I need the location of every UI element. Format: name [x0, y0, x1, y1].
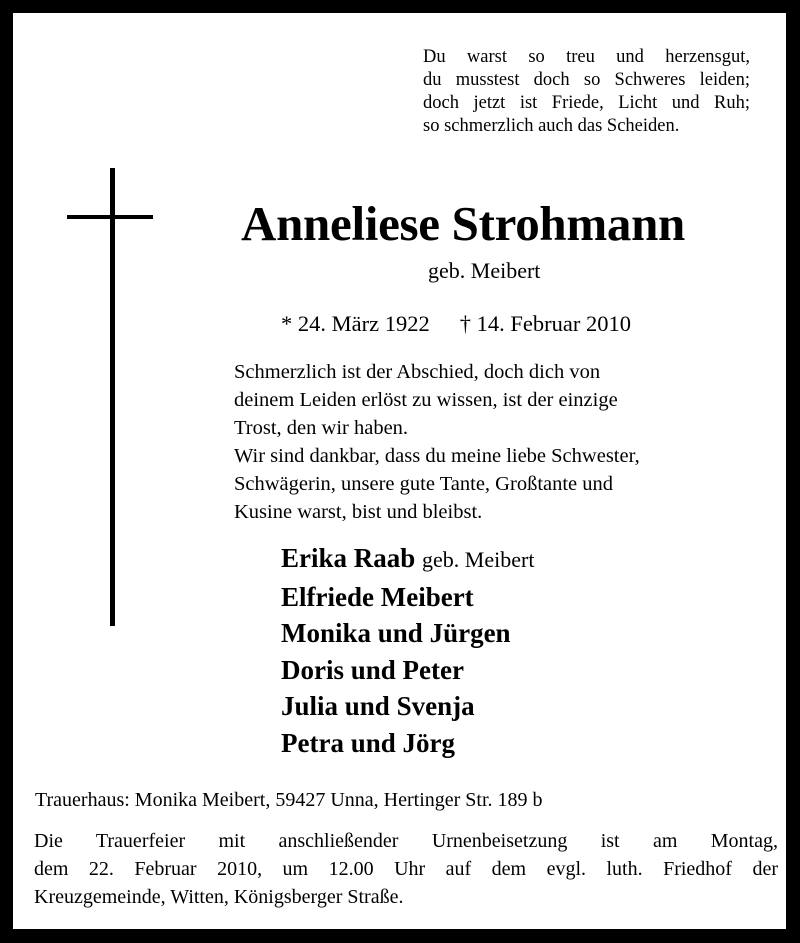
mourner-name: Petra und Jörg — [281, 727, 455, 758]
mourner — [281, 652, 534, 689]
mourner — [281, 579, 534, 616]
poem — [423, 46, 750, 138]
house-of-mourning: Trauerhaus: Monika Meibert, 59427 Unna, Hertinger Str. 189 b — [35, 789, 543, 811]
mourner-note: geb. Meibert — [422, 547, 535, 572]
poem-line: du musstest doch so Schweres leiden; — [423, 70, 750, 90]
deceased-name: Anneliese Strohmann — [241, 196, 685, 251]
message-line: Kusine warst, bist und bleibst. — [234, 501, 483, 523]
poem-line: Du warst so treu und herzensgut, — [423, 47, 750, 67]
death-date: † 14. Februar 2010 — [459, 311, 631, 336]
mourner — [281, 725, 534, 762]
cross-vertical-bar — [110, 168, 115, 626]
birth-date: * 24. März 1922 — [281, 311, 430, 336]
message-line: Schwägerin, unsere gute Tante, Großtante und — [234, 473, 614, 495]
cross-horizontal-bar — [67, 215, 153, 219]
life-dates — [281, 310, 631, 338]
obituary-notice — [13, 13, 786, 929]
message-line: Trost, den wir haben. — [234, 417, 409, 439]
funeral-details — [34, 827, 778, 911]
message-line: deinem Leiden erlöst zu wissen, ist der einzige — [234, 389, 618, 411]
mourner-name: Elfriede Meibert — [281, 581, 474, 612]
mourner-name: Julia und Svenja — [281, 691, 475, 721]
farewell-message — [234, 358, 640, 526]
mourner — [281, 688, 534, 725]
poem-line: doch jetzt ist Friede, Licht und Ruh; — [423, 93, 750, 113]
funeral-line: Die Trauerfeier mit anschließender Urnenbeisetzung ist am Montag, — [34, 830, 778, 852]
maiden-name: geb. Meibert — [428, 258, 541, 283]
mourner-name: Erika Raab — [281, 543, 416, 573]
mourners-list — [281, 540, 534, 761]
message-line: Wir sind dankbar, dass du meine liebe Schwester, — [234, 445, 640, 467]
message-line: Schmerzlich ist der Abschied, doch dich von — [234, 361, 601, 383]
funeral-line: Kreuzgemeinde, Witten, Königsberger Straße. — [34, 886, 404, 908]
poem-line: so schmerzlich auch das Scheiden. — [423, 116, 680, 136]
mourner-name: Doris und Peter — [281, 654, 464, 685]
funeral-line: dem 22. Februar 2010, um 12.00 Uhr auf dem evgl. luth. Friedhof der — [34, 858, 778, 880]
mourner-name: Monika und Jürgen — [281, 618, 511, 648]
mourner — [281, 615, 534, 652]
mourner — [281, 540, 534, 579]
